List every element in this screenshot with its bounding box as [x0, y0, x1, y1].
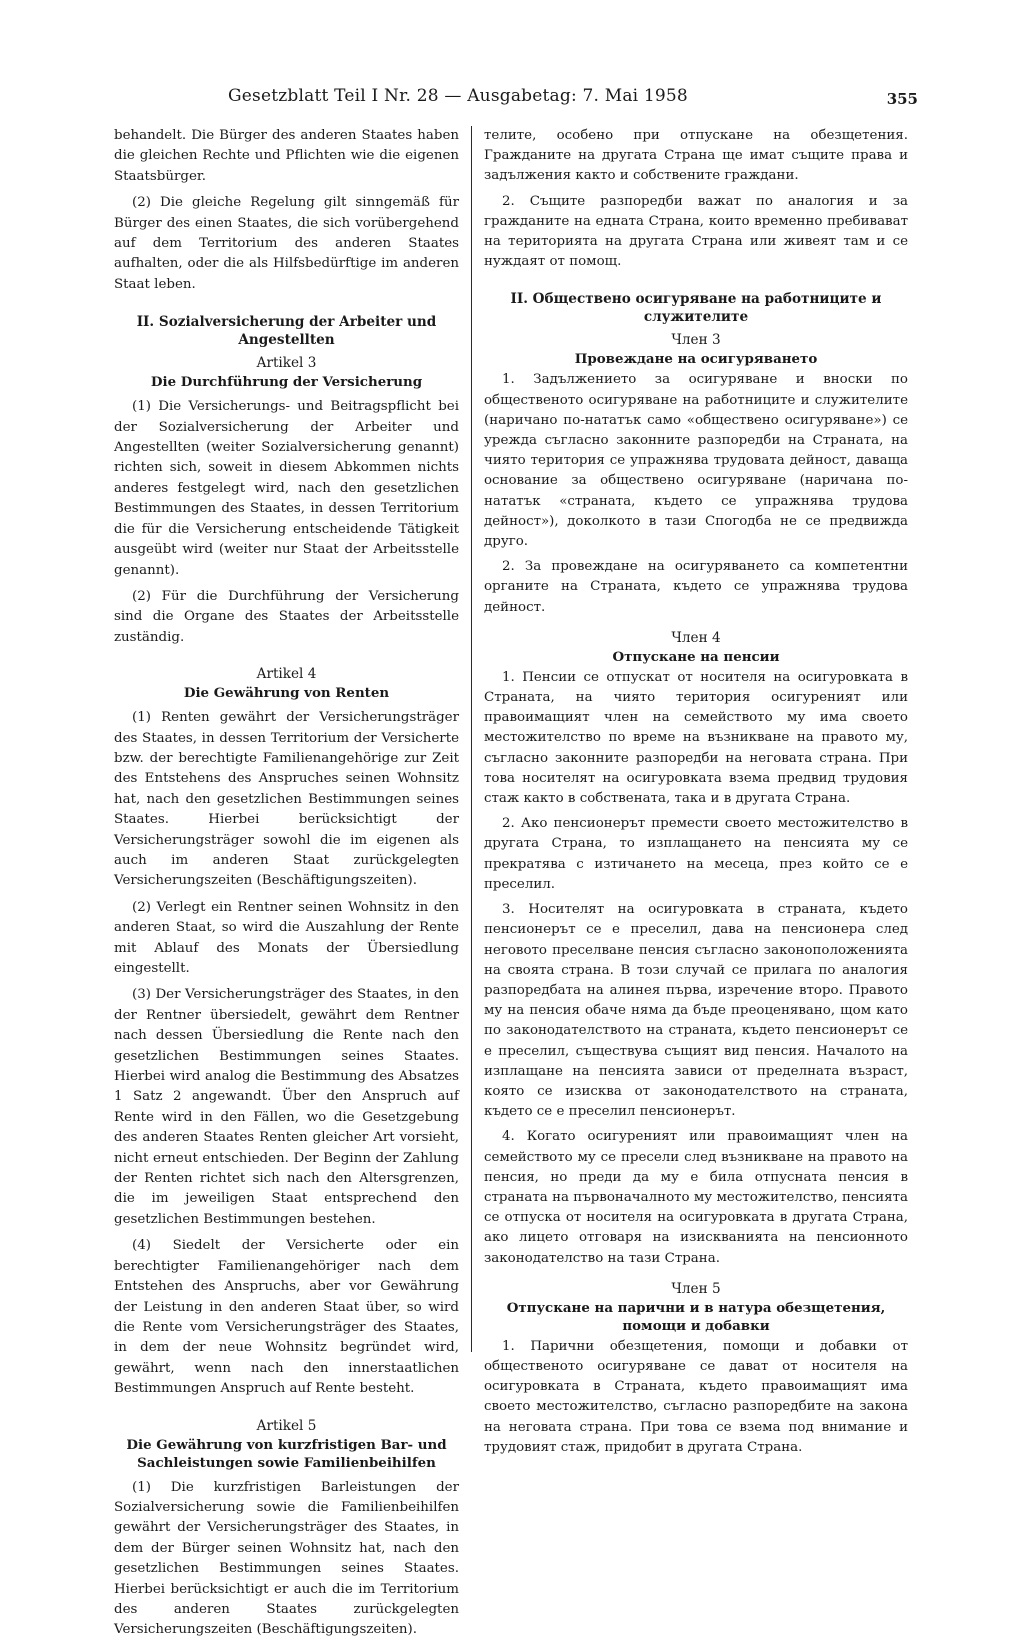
paragraph: (2) Die gleiche Regelung gilt sinngemäß für Bürger des einen Staates, die sich vorübergehend auf dem Territorium des anderen Staates aufhalten, oder die als Hilfsbedürftige im anderen Staat leben. [114, 195, 459, 292]
section-heading: II. Обществено осигуряване на работниците и служителите [510, 291, 882, 326]
paragraph-continued: телите, особено при отпускане на обезщетения. Гражданите на другата Страна ще имат същите права и задължения както и собствените граждани. [484, 128, 908, 184]
paragraph: (2) Verlegt ein Rentner seinen Wohnsitz in den anderen Staat, so wird die Auszahlung der Rente mit Ablauf des Monats der Übersiedlung eingestellt. [114, 899, 459, 976]
bulgarian-column [484, 126, 908, 1463]
paragraph: (4) Siedelt der Versicherte oder ein berechtigter Familienangehöriger nach dem Entstehen des Anspruchs, aber vor Gewährung der Leistung in den anderen Staat über, so wird die Rente vom Versicherungsträger des Staates, in dem der neue Wohnsitz begründet wird, gewährt, wenn nach den innerstaatlichen Bestimmungen Anspruch auf Rente besteht. [114, 1238, 459, 1397]
article-title: Die Gewährung von kurzfristigen Bar- und Sachleistungen sowie Familienbeihilfen [126, 1436, 447, 1471]
section-heading: II. Sozialversicherung der Arbeiter und Angestellten [136, 314, 437, 349]
page-header [228, 86, 918, 112]
paragraph-continued: behandelt. Die Bürger des anderen Staates haben die gleichen Rechte und Pflichten wie die eigenen Staatsbürger. [114, 128, 459, 184]
article-title: Отпускане на пенсии [612, 648, 780, 665]
paragraph: (3) Der Versicherungsträger des Staates, in den der Rentner übersiedelt, gewährt dem Rentner nach dessen Übersiedlung die Rente nach den gesetzlichen Bestimmungen seines Staates. Hierbei wird analog die Bestimmung des Absatzes 1 Satz 2 angewandt. Über den Anspruch auf Rente wird in den Fällen, wo die Gesetzgebung des anderen Staates Renten gleicher Art vorsieht, nicht erneut entschieden. Der Beginn der Zahlung der Renten richtet sich nach den Altersgrenzen, die im jeweiligen Staat entsprechend den gesetzlichen Bestimmungen bestehen. [114, 987, 459, 1227]
paragraph: 1. Пенсии се отпускат от носителя на осигуровката в Страната, на чиято територия осигуреният или правоимащият член на семейството му има своето местожителство по време на възникване на правото му, съгласно законните разпоредби на неговата страна. При това носителят на осигуровката взема предвид трудовия стаж както в собствената, така и в другата Страна. [484, 669, 908, 807]
article-heading: Член 5 [671, 1280, 721, 1297]
article-heading: Artikel 4 [256, 666, 317, 683]
article-title: Провеждане на осигуряването [574, 351, 818, 368]
paragraph: (1) Die kurzfristigen Barleistungen der Sozialversicherung sowie die Familienbeihilfen gewährt der Versicherungsträger des Staates, in dem der Bürger seinen Wohnsitz hat, nach den gesetzlichen Bestimmungen seines Staates. Hierbei berücksichtigt er auch die im Territorium des anderen Staates zurückgelegten Versicherungszeiten (Beschäftigungszeiten). [114, 1479, 459, 1638]
paragraph: (2) Für die Durchführung der Versicherung sind die Organe des Staates der Arbeitsstelle zuständig. [114, 588, 459, 645]
header-title: Gesetzblatt Teil I Nr. 28 — Ausgabetag: 7. Mai 1958 [228, 86, 688, 106]
german-column [114, 126, 459, 1647]
paragraph: (1) Renten gewährt der Versicherungsträger des Staates, in dessen Territorium der Versicherte bzw. der berechtigte Familienangehörige zur Zeit des Entstehens des Anspruches seinen Wohnsitz hat, nach den gesetzlichen Bestimmungen seines Staates. Hierbei berücksichtigt der Versicherungsträger sowohl die im eigenen als auch im anderen Staat zurückgelegten Versicherungszeiten (Beschäftigungszeiten). [114, 710, 459, 889]
paragraph: 2. За провеждане на осигуряването са компетентни органите на Страната, където се упражнява трудова дейност. [484, 559, 908, 615]
article-title: Отпускане на парични и в натура обезщетения, помощи и добавки [506, 1299, 886, 1334]
article-heading: Член 4 [671, 629, 721, 646]
article-heading: Artikel 5 [256, 1417, 317, 1434]
paragraph: 3. Носителят на осигуровката в страната, където пенсионерът се е преселил, дава на пенсионера след неговото преселване пенсия съгласно законоположенията на своята страна. В този случай се прилага по аналогия разпоредбата на алинея първа, изречение второ. Правото му на пенсия обаче няма да бъде преоценявано, щом като по законодателството на страната, където пенсионерът се е преселил, съществува същият вид пенсия. Началото на изплащане на пенсията зависи от пределната възраст, която се изисква от законодателството на страната, където се е преселил пенсионерът. [484, 902, 908, 1120]
paragraph: 2. Ако пенсионерът премести своето местожителство в другата Страна, то изплащането на пенсията му се прекратява с изтичането на месеца, през който се е преселил. [484, 816, 908, 892]
article-title: Die Gewährung von Renten [183, 685, 390, 702]
paragraph: 4. Когато осигуреният или правоимащият член на семейството му се пресели след възникване на правото на пенсия, но преди да му е била отпусната пенсия в страната на първоначалното му местожителство, пенсията се отпуска от носителя на осигуровката в другата Страна, ако лицето отговаря на изискванията на пенсионното законодателство на тази Страна. [484, 1129, 908, 1266]
article-heading: Artikel 3 [256, 355, 317, 372]
article-heading: Член 3 [671, 332, 721, 349]
article-title: Die Durchführung der Versicherung [150, 374, 423, 391]
page-number: 355 [886, 90, 918, 108]
paragraph: 1. Задължението за осигуряване и вноски по общественото осигуряване на работниците и служителите (наричано по-нататък само «обществено осигуряване») се урежда съгласно законните разпоредби на Страната, на чиято територия се упражнява трудовата дейност, даваща основание за обществено осигуряване (наричана по-нататък «страната, където се упражнява трудова дейност»), доколкото в тази Спогодба не се предвижда друго. [484, 372, 908, 550]
paragraph: 1. Парични обезщетения, помощи и добавки от общественото осигуряване се дават от носителя на осигуровката в Страната, където правоимащият има своето местожителство, съгласно разпоредбите на закона на неговата страна. При това се взема под внимание и трудовият стаж, придобит в другата Страна. [484, 1338, 908, 1455]
paragraph: (1) Die Versicherungs- und Beitragspflicht bei der Sozialversicherung der Arbeiter und Angestellten (weiter Sozialversicherung genannt) richten sich, soweit in diesem Abkommen nichts anderes festgelegt wird, nach den gesetzlichen Bestimmungen des Staates, in dessen Territorium die für die Versicherung entscheidende Tätigkeit ausgeübt wird (weiter nur Staat der Arbeitsstelle genannt). [114, 399, 459, 578]
column-divider [471, 126, 472, 1352]
paragraph: 2. Същите разпоредби важат по аналогия и за гражданите на едната Страна, които временно пребивават на територията на другата Страна или живеят там и се нуждаят от помощ. [484, 193, 908, 270]
